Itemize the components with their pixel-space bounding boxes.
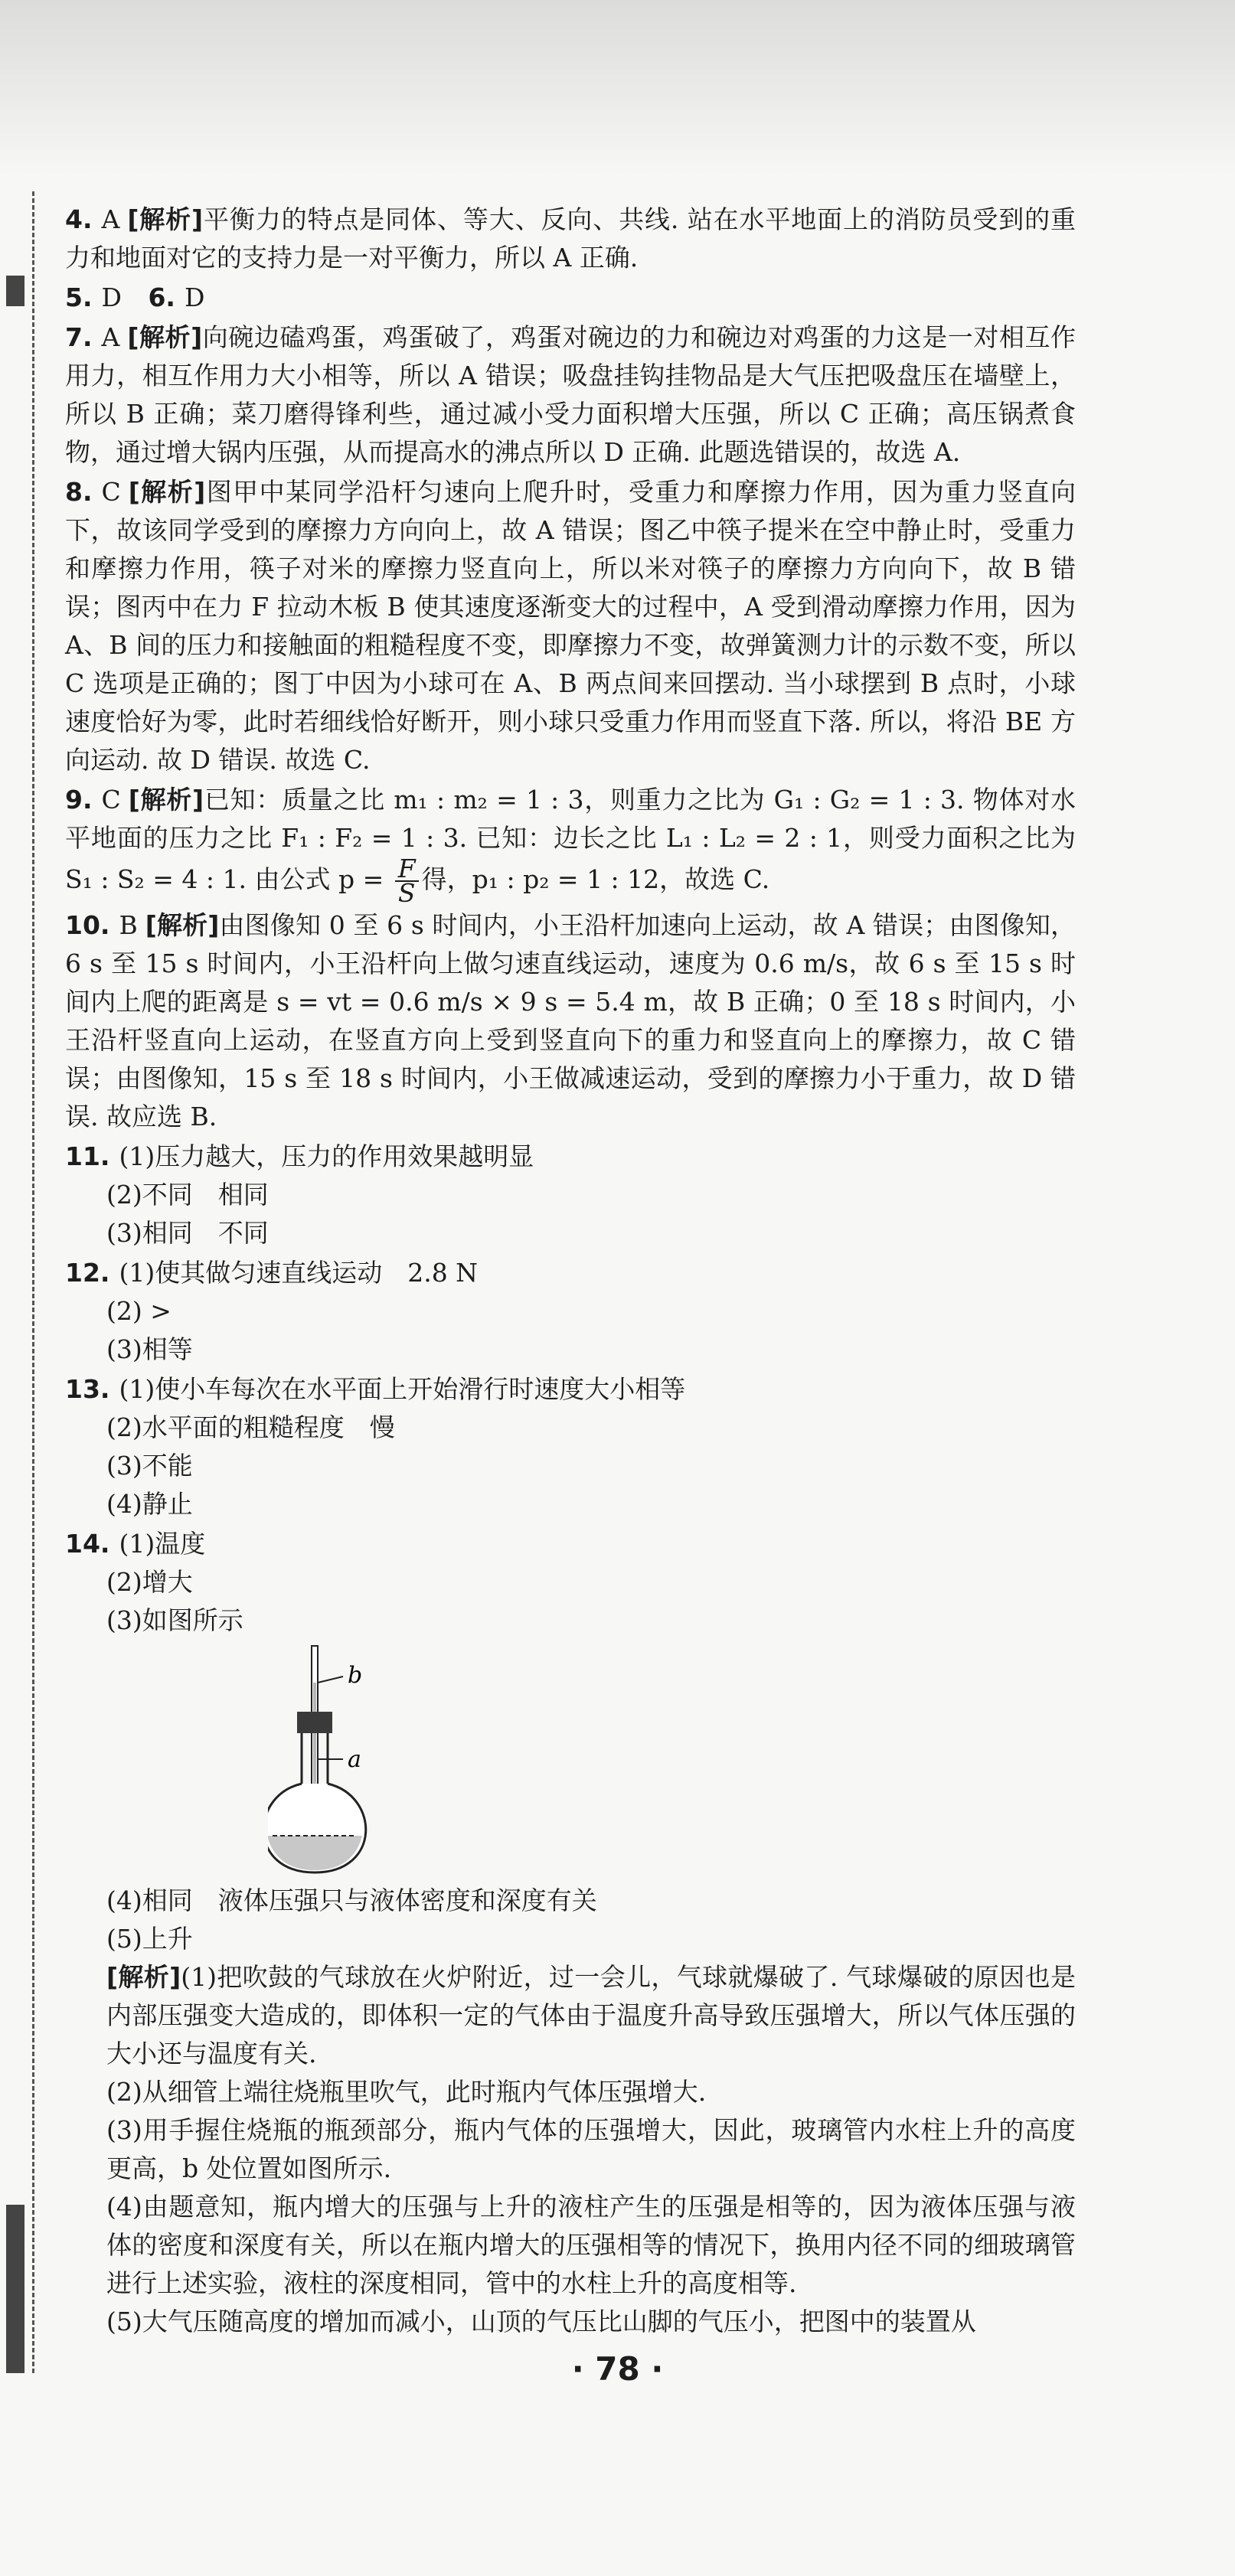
answer-item: (4)相同 液体压强只与液体密度和深度有关 [106,1885,597,1915]
answer-item: (4)静止 [106,1489,193,1519]
label-b: b [348,1662,363,1689]
analysis-tag: [解析] [106,1962,181,1992]
binding-mark [6,276,25,306]
answer-item: (1)使小车每次在水平面上开始滑行时速度大小相等 [119,1374,686,1404]
analysis-tag: [解析] [128,477,206,507]
question-number: 11. [65,1141,110,1171]
answer-choice: D [101,282,122,312]
analysis-paragraph: (2)从细管上端往烧瓶里吹气，此时瓶内气体压强增大. [106,2077,707,2107]
answer-choice: A [101,322,120,352]
question-4 [65,201,1076,277]
question-8 [65,473,1076,779]
answer-choice: C [101,477,121,507]
pressure-fraction [395,854,419,908]
question-number: 7. [65,322,93,352]
label-a: a [348,1746,361,1773]
answer-item: (3)相同 不同 [106,1218,269,1248]
analysis-text-after: 得，p₁ : p₂ = 1 : 12，故选 C. [421,864,770,894]
analysis-tag: [解析] [127,322,203,352]
analysis-text: 向碗边磕鸡蛋，鸡蛋破了，鸡蛋对碗边的力和碗边对鸡蛋的力这是一对相互作用力，相互作用力大小相等，所以 A 错误；吸盘挂钩挂物品是大气压把吸盘压在墙壁上，所以 B 正确；菜刀磨得锋利些，通过减小受力面积增大压强，所以 C 正确；高压锅煮食物，通过增大锅内压强，从而提高水的沸点所以 D 正确. 此题选错误的，故选 A. [65,322,1076,467]
pointer-b [318,1677,343,1683]
question-number: 12. [65,1258,110,1288]
answer-page [65,201,1076,2343]
answer-choice: D [184,282,205,312]
answer-item: (2) > [106,1296,172,1326]
answer-choice: B [119,910,138,940]
flask-diagram-svg [268,1644,498,1874]
question-number: 10. [65,910,110,940]
question-number: 4. [65,204,93,234]
question-12 [65,1254,1076,1369]
analysis-paragraph: (3)用手握住烧瓶的瓶颈部分，瓶内气体的压强增大，因此，玻璃管内水柱上升的高度更高，b 处位置如图所示. [106,2115,1076,2183]
answer-item: (1)温度 [119,1529,206,1559]
binding-dashed-line [32,191,34,2373]
analysis-paragraph: (5)大气压随高度的增加而减小，山顶的气压比山脚的气压小，把图中的装置从 [106,2307,976,2336]
analysis-text: 已知：质量之比 m₁ : m₂ = 1 : 3，则重力之比为 G₁ : G₂ = 1 : 3. 物体对水平地面的压力之比 F₁ : F₂ = 1 : 3. 已知：边长之比 L₁ : L₂ = 2 : 1，则受力面积之比为 S₁ : S₂ = 4 : 1. 由公式 p = [65,785,1076,894]
question-11 [65,1138,1076,1252]
answer-item: (3)相等 [106,1334,193,1364]
analysis-text: (1)把吹鼓的气球放在火炉附近，过一会儿，气球就爆破了. 气球爆破的原因也是内部压强变大造成的，即体积一定的气体由于温度升高导致压强增大，所以气体压强的大小还与温度有关. [106,1962,1076,2068]
fraction-numerator: F [395,857,419,882]
question-7 [65,318,1076,472]
question-9 [65,781,1076,908]
flask-diagram [268,1644,498,1874]
analysis-text: 平衡力的特点是同体、等大、反向、共线. 站在水平地面上的消防员受到的重力和地面对它的支持力是一对平衡力，所以 A 正确. [65,204,1077,273]
question-number: 9. [65,785,93,815]
question-5-6 [65,279,1076,317]
analysis-paragraph: (4)由题意知，瓶内增大的压强与上升的液柱产生的压强是相等的，因为液体压强与液体的密度和深度有关，所以在瓶内增大的压强相等的情况下，换用内径不同的细玻璃管进行上述实验，液柱的深度相同，管中的水柱上升的高度相等. [106,2192,1076,2298]
answer-item: (1)压力越大，压力的作用效果越明显 [119,1141,534,1171]
question-number: 5. [65,282,93,312]
page-number: · 78 · [571,2350,664,2388]
answer-choice: C [101,785,121,815]
analysis-tag: [解析] [145,910,220,940]
rubber-stopper [297,1712,332,1733]
answer-item: (2)增大 [106,1567,193,1597]
question-13 [65,1370,1076,1523]
question-10 [65,906,1076,1136]
question-number: 14. [65,1529,110,1559]
scan-shadow [0,0,1235,176]
answer-item: (1)使其做匀速直线运动 2.8 N [119,1258,479,1288]
analysis-text: 由图像知 0 至 6 s 时间内，小王沿杆加速向上运动，故 A 错误；由图像知，6 s 至 15 s 时间内，小王沿杆向上做匀速直线运动，速度为 0.6 m/s，故 6 s 至 15 s 时间内上爬的距离是 s = vt = 0.6 m/s × 9 s = 5.4 m，故 B 正确；0 至 18 s 时间内，小王沿杆竖直向上运动，在竖直方向上受到竖直向下的重力和竖直向上的摩擦力，故 C 错误；由图像知，15 s 至 18 s 时间内，小王做减速运动，受到的摩擦力小于重力，故 D 错误. 故应选 B. [65,910,1076,1131]
binding-mark [6,2205,25,2373]
analysis-tag: [解析] [128,785,204,815]
answer-item: (2)不同 相同 [106,1180,269,1210]
question-14 [65,1525,1076,2341]
analysis-text: 图甲中某同学沿杆匀速向上爬升时，受重力和摩擦力作用，因为重力竖直向下，故该同学受到的摩擦力方向向上，故 A 错误；图乙中筷子提米在空中静止时，受重力和摩擦力作用，筷子对米的摩擦力竖直向上，所以米对筷子的摩擦力方向向下，故 B 错误；图丙中在力 F 拉动木板 B 使其速度逐渐变大的过程中，A 受到滑动摩擦力作用，因为 A、B 间的压力和接触面的粗糙程度不变，即摩擦力不变，故弹簧测力计的示数不变，所以 C 选项是正确的；图丁中因为小球可在 A、B 两点间来回摆动. 当小球摆到 B 点时，小球速度恰好为零，此时若细线恰好断开，则小球只受重力作用而竖直下落. 所以，将沿 BE 方向运动. 故 D 错误. 故选 C. [65,477,1077,775]
analysis-paragraph [65,1958,1076,2073]
question-number: 6. [148,282,175,312]
answer-item: (5)上升 [106,1924,193,1954]
answer-item: (3)不能 [106,1451,193,1481]
analysis-tag: [解析] [127,204,204,234]
question-number: 8. [65,477,93,507]
answer-item: (3)如图所示 [106,1605,243,1635]
answer-item: (2)水平面的粗糙程度 慢 [106,1412,395,1442]
question-number: 13. [65,1374,110,1404]
fraction-denominator: S [397,878,416,908]
answer-choice: A [101,204,120,234]
